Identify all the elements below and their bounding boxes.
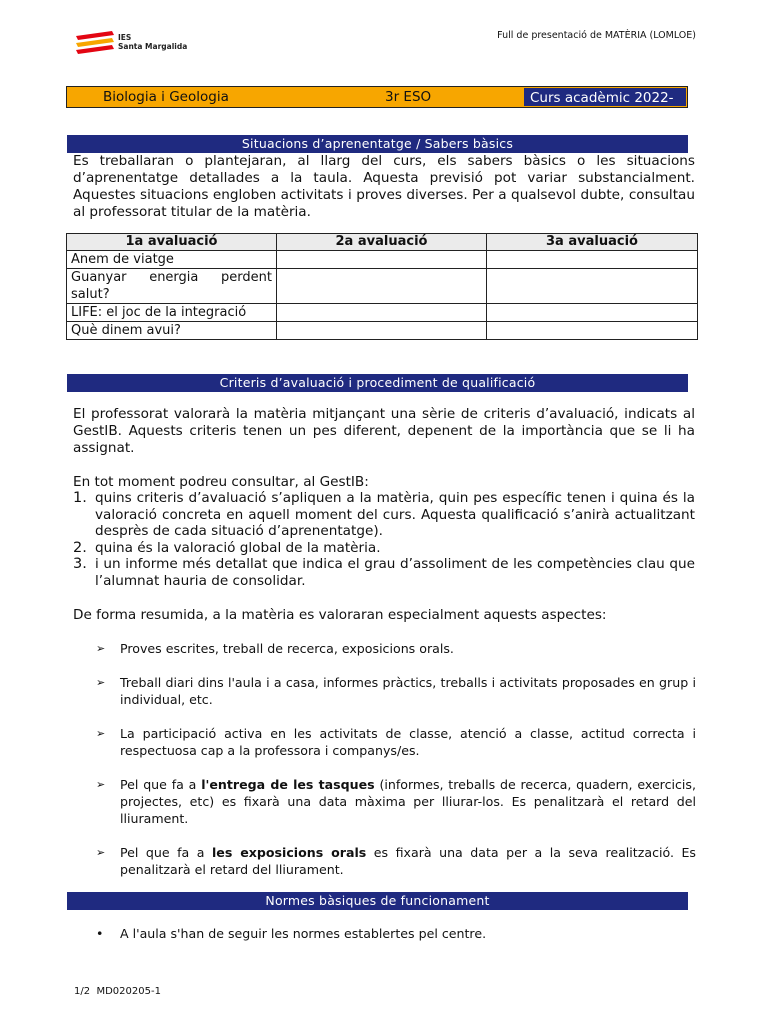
section2-consult: En tot moment podreu consultar, al GestIB: <box>73 474 369 490</box>
logo-text-line2: Santa Margalida <box>118 42 188 51</box>
table-cell: LIFE: el joc de la integració <box>67 304 277 322</box>
logo-stripes-icon <box>72 30 116 58</box>
list-item <box>73 490 695 540</box>
table-cell <box>277 304 487 322</box>
footer <box>74 986 161 997</box>
table-cell <box>487 251 698 269</box>
arrow-right-icon: ➢ <box>96 676 106 689</box>
aspect-text-pre: Pel que fa a <box>120 777 202 792</box>
table-row <box>67 251 698 269</box>
arrow-right-icon: ➢ <box>96 727 106 740</box>
table-cell: Guanyar energia perdent salut? <box>67 269 277 304</box>
section-title-situacions: Situacions d’aprenentatge / Sabers bàsics <box>67 135 688 153</box>
list-item <box>73 540 695 557</box>
table-row <box>67 322 698 340</box>
table-header-cell: 2a avaluació <box>277 234 487 251</box>
document-title: Full de presentació de MATÈRIA (LOMLOE) <box>497 30 696 41</box>
aspect-text-post: es fixarà una data per a la seva realització. Es penalitzarà el retard del lliurament. <box>120 845 696 877</box>
aspect-text-pre: Pel que fa a <box>120 845 212 860</box>
arrow-right-icon: ➢ <box>96 846 106 859</box>
list-number: 3. <box>73 556 87 572</box>
gestib-list <box>73 490 695 589</box>
aspect-text: La participació activa en les activitats de classe, atenció a classe, actitud correcta i respectuosa cap a la professora i companys/es. <box>120 726 696 758</box>
table-header-cell: 1a avaluació <box>67 234 277 251</box>
aspects-list <box>96 640 696 895</box>
table-cell <box>277 269 487 304</box>
table-cell: Anem de viatge <box>67 251 277 269</box>
aspect-text: Treball diari dins l'aula i a casa, informes pràctics, treballs i activitats proposades en grup i individual, etc. <box>120 675 696 707</box>
arrow-right-icon: ➢ <box>96 778 106 791</box>
list-item <box>73 556 695 589</box>
aspect-text-post: (informes, treballs de recerca, quadern, exercicis, projectes, etc) es fixarà una data màxima per lliurar-los. Es penalitzarà el retard del lliurament. <box>120 777 696 826</box>
aspect-text: Proves escrites, treball de recerca, exposicions orals. <box>120 641 454 656</box>
list-item <box>96 640 696 657</box>
evaluation-table <box>66 233 698 340</box>
table-row <box>67 304 698 322</box>
list-item <box>96 674 696 708</box>
page-number: 1/2 <box>74 986 91 997</box>
section-title-criteris: Criteris d’avaluació i procediment de qualificació <box>67 374 688 392</box>
table-header-row <box>67 234 698 251</box>
table-cell <box>487 322 698 340</box>
school-logo <box>72 30 192 58</box>
list-item <box>96 776 696 827</box>
section2-intro: El professorat valorarà la matèria mitjançant una sèrie de criteris d’avaluació, indicats al GestIB. Aquests criteris tenen un pes diferent, depenent de la importància que se li ha assignat. <box>73 406 695 456</box>
table-cell: Què dinem avui? <box>67 322 277 340</box>
aspect-text-bold: l'entrega de les tasques <box>201 777 375 792</box>
course-year: Curs acadèmic 2022-2023 <box>524 88 686 106</box>
table-cell <box>277 322 487 340</box>
document-code: MD020205-1 <box>96 986 161 997</box>
list-item-text: i un informe més detallat que indica el grau d’assoliment de les competències clau que l’alumnat hauria de consolidar. <box>95 556 695 589</box>
logo-text <box>118 33 187 51</box>
table-row <box>67 269 698 304</box>
list-number: 1. <box>73 490 87 506</box>
logo-text-line1: IES <box>118 33 132 42</box>
list-item <box>96 844 696 878</box>
bullet-icon: • <box>96 926 104 941</box>
course-subject: Biologia i Geologia <box>103 89 229 105</box>
section-title-normes: Normes bàsiques de funcionament <box>67 892 688 910</box>
course-level: 3r ESO <box>385 89 432 105</box>
section2-summary: De forma resumida, a la matèria es valoraran especialment aquests aspectes: <box>73 607 607 623</box>
bullet-text: A l'aula s'han de seguir les normes establertes pel centre. <box>120 926 487 941</box>
list-item-text: quina és la valoració global de la matèria. <box>95 539 381 556</box>
table-cell <box>277 251 487 269</box>
section1-paragraph: Es treballaran o plantejaran, al llarg del curs, els sabers bàsics o les situacions d’aprenentatge detallades a la taula. Aquesta previsió pot variar substancialment. Aquestes situacions engloben activitats i proves diverses. Per a qualsevol dubte, consultau al professorat titular de la matèria. <box>73 153 695 220</box>
table-cell <box>487 304 698 322</box>
list-item-text: quins criteris d’avaluació s’apliquen a la matèria, quin pes específic tenen i quina és la valoració concreta en aquell moment del curs. Aquesta qualificació s’anirà actualitzant desprès de cada situació d’aprenentatge). <box>95 490 695 539</box>
table-cell <box>487 269 698 304</box>
table-header-cell: 3a avaluació <box>487 234 698 251</box>
list-item <box>96 725 696 759</box>
aspect-text-bold: les exposicions orals <box>211 845 367 860</box>
list-number: 2. <box>73 539 87 556</box>
arrow-right-icon: ➢ <box>96 642 106 655</box>
course-bar <box>66 86 688 122</box>
